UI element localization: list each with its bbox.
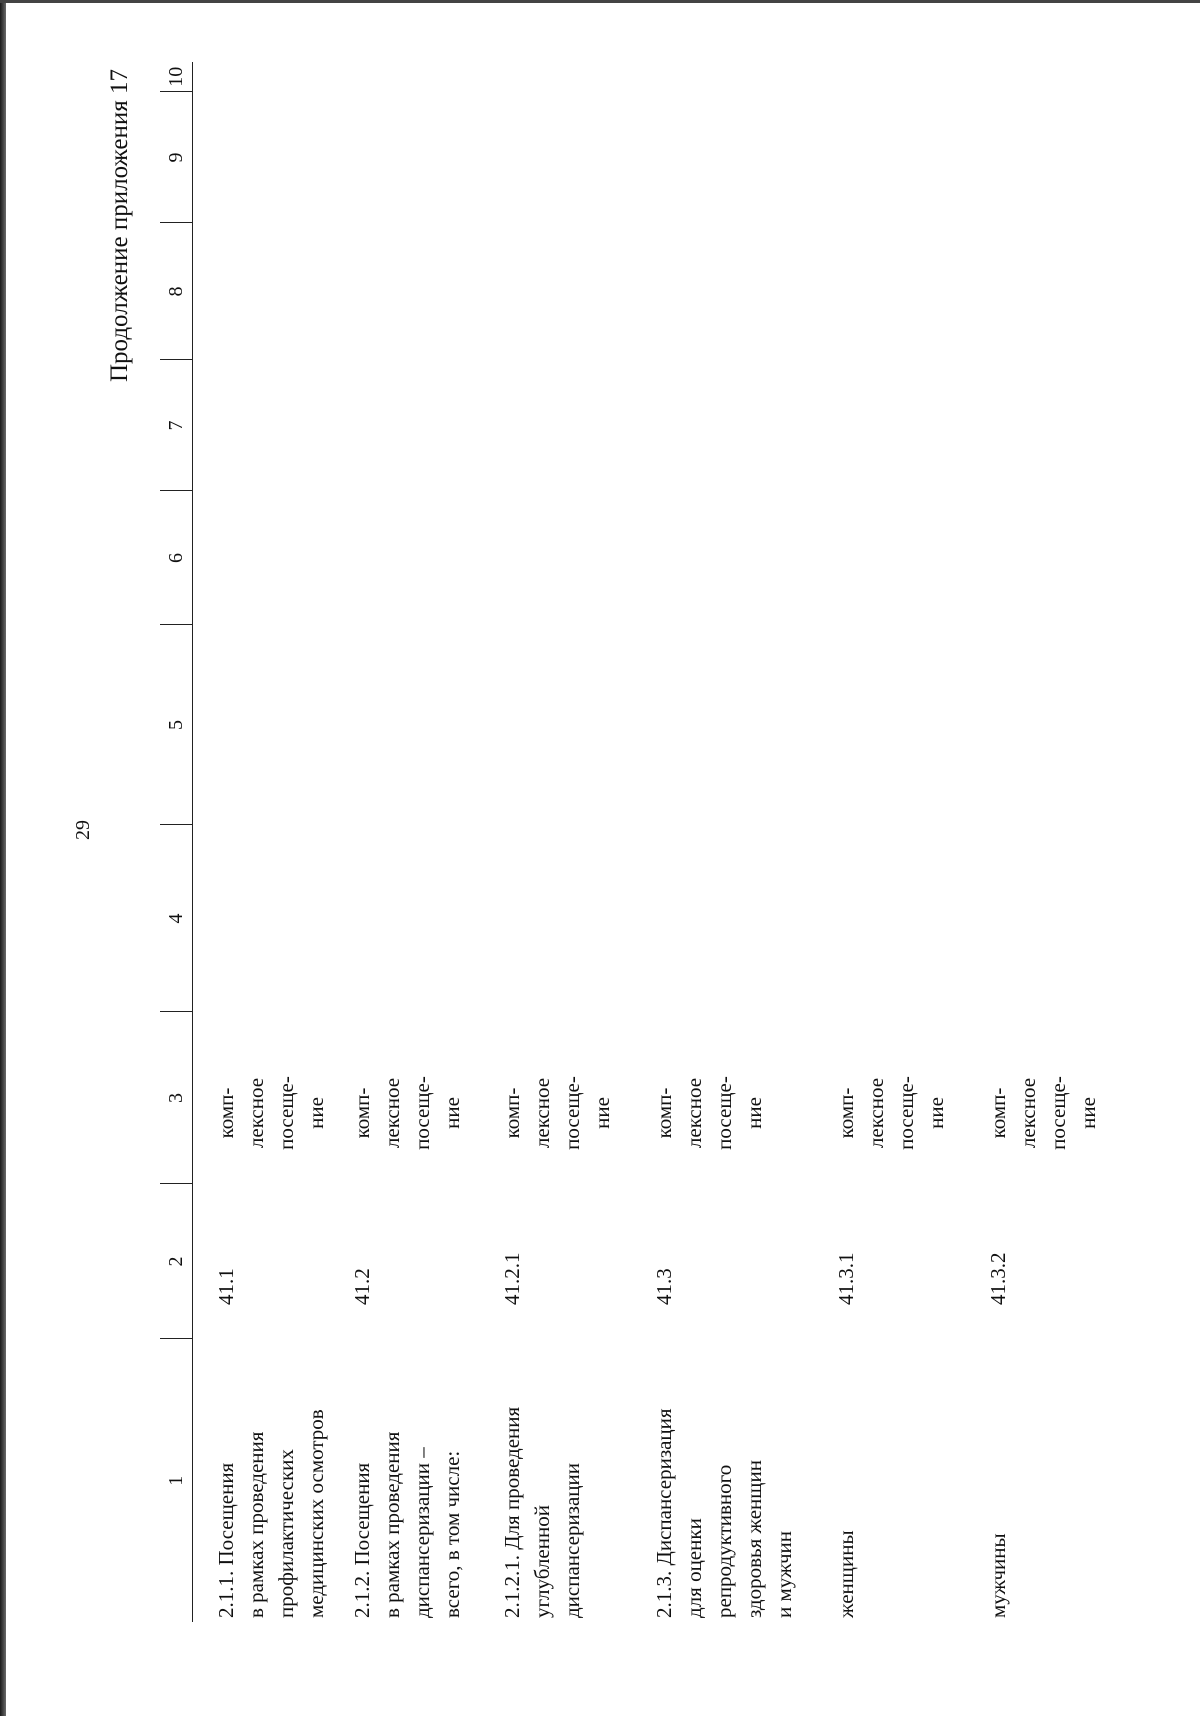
header-cell-9: 9: [160, 92, 193, 223]
row-name-line: 2.1.1. Посещения: [214, 1462, 238, 1618]
empty-cell: [649, 92, 831, 223]
rotated-table-container: [160, 62, 1100, 1622]
empty-cell: [983, 223, 1103, 360]
empty-cell: [649, 223, 831, 360]
row-code-cell: 41.3: [652, 1268, 676, 1305]
empty-cell: [983, 92, 1103, 223]
header-row: [160, 62, 193, 1622]
empty-cell: [983, 360, 1103, 491]
row-unit-line: лексное: [244, 1077, 268, 1149]
page-number: 29: [72, 820, 94, 840]
header-cell-1: 1: [160, 1339, 193, 1622]
row-unit-line: ние: [924, 1097, 948, 1129]
row-code-cell: 41.1: [214, 1268, 238, 1305]
row-unit-line: ние: [1076, 1097, 1100, 1129]
row-unit-cell: [347, 1012, 497, 1184]
empty-cell: [983, 62, 1103, 92]
row-code-cell: 41.2: [350, 1268, 374, 1305]
header-cell-2: 2: [160, 1184, 193, 1339]
row-unit-cell: [983, 1012, 1103, 1184]
row-code-cell: 41.3.2: [986, 1252, 1010, 1305]
row-name-cell: [497, 1339, 649, 1622]
empty-cell: [831, 825, 983, 1012]
empty-cell: [983, 825, 1103, 1012]
row-name-cell: [347, 1339, 497, 1622]
table-header: [160, 62, 193, 1622]
table-row: [831, 62, 983, 1622]
row-name-line: женщины: [834, 1530, 858, 1618]
row-unit-line: комп-: [834, 1087, 858, 1139]
row-name-line: 2.1.3. Диспансеризация: [652, 1408, 676, 1618]
row-name-line: для оценки: [682, 1518, 706, 1618]
row-name-line: медицинских осмотров: [304, 1409, 328, 1618]
empty-cell: [347, 360, 497, 491]
empty-cell: [649, 62, 831, 92]
empty-cell: [649, 491, 831, 625]
empty-cell: [497, 825, 649, 1012]
empty-cell: [831, 223, 983, 360]
row-unit-line: комп-: [652, 1087, 676, 1139]
table-body: [193, 62, 1104, 1622]
row-name-cell: [831, 1339, 983, 1622]
empty-cell: [831, 92, 983, 223]
empty-cell: [193, 625, 348, 825]
row-name-cell: [193, 1339, 348, 1622]
row-unit-line: комп-: [500, 1087, 524, 1139]
empty-cell: [347, 92, 497, 223]
row-unit-line: комп-: [350, 1087, 374, 1139]
empty-cell: [831, 491, 983, 625]
scan-edge-left: [0, 0, 6, 1716]
empty-cell: [193, 825, 348, 1012]
row-name-line: углубленной: [530, 1505, 554, 1618]
row-name-line: репродуктивного: [712, 1464, 736, 1618]
row-unit-line: лексное: [682, 1077, 706, 1149]
empty-cell: [193, 223, 348, 360]
table-row: [649, 62, 831, 1622]
row-name-line: и мужчин: [772, 1530, 796, 1618]
empty-cell: [497, 625, 649, 825]
empty-cell: [347, 625, 497, 825]
scan-edge-top: [0, 0, 1200, 3]
row-unit-line: ние: [742, 1097, 766, 1129]
table-row: [193, 62, 348, 1622]
empty-cell: [649, 360, 831, 491]
header-cell-3: 3: [160, 1012, 193, 1184]
empty-cell: [497, 92, 649, 223]
empty-cell: [649, 625, 831, 825]
table-row: [497, 62, 649, 1622]
row-unit-line: ние: [440, 1097, 464, 1129]
row-unit-line: посеще-: [410, 1076, 434, 1150]
empty-cell: [649, 825, 831, 1012]
header-cell-6: 6: [160, 491, 193, 625]
row-unit-line: лексное: [530, 1077, 554, 1149]
header-cell-8: 8: [160, 223, 193, 360]
row-unit-line: посеще-: [712, 1076, 736, 1150]
header-cell-7: 7: [160, 360, 193, 491]
row-unit-line: лексное: [864, 1077, 888, 1149]
row-unit-cell: [831, 1012, 983, 1184]
row-unit-cell: [649, 1012, 831, 1184]
row-name-line: здоровья женщин: [742, 1460, 766, 1618]
row-name-line: мужчины: [986, 1533, 1010, 1618]
row-name-cell: [983, 1339, 1103, 1622]
header-cell-10: 10: [160, 62, 193, 92]
row-name-line: профилактических: [274, 1449, 298, 1618]
empty-cell: [831, 360, 983, 491]
row-name-line: в рамках проведения: [244, 1431, 268, 1618]
row-unit-line: лексное: [1016, 1077, 1040, 1149]
empty-cell: [983, 491, 1103, 625]
continuation-title: Продолжение приложения 17: [106, 68, 133, 382]
row-unit-cell: [497, 1012, 649, 1184]
empty-cell: [347, 62, 497, 92]
empty-cell: [347, 491, 497, 625]
row-unit-line: посеще-: [274, 1076, 298, 1150]
row-unit-line: ние: [590, 1097, 614, 1129]
empty-cell: [193, 62, 348, 92]
row-name-line: в рамках проведения: [380, 1431, 404, 1618]
data-table: [160, 62, 1103, 1622]
row-unit-line: комп-: [214, 1087, 238, 1139]
row-name-line: всего, в том числе:: [440, 1450, 464, 1618]
empty-cell: [193, 360, 348, 491]
table-row: [347, 62, 497, 1622]
empty-cell: [831, 625, 983, 825]
row-name-line: диспансеризации: [560, 1462, 584, 1618]
empty-cell: [497, 491, 649, 625]
row-code-cell: 41.2.1: [500, 1252, 524, 1305]
empty-cell: [347, 825, 497, 1012]
row-name-cell: [649, 1339, 831, 1622]
row-unit-line: посеще-: [560, 1076, 584, 1150]
row-unit-cell: [193, 1012, 348, 1184]
row-name-line: 2.1.2. Посещения: [350, 1462, 374, 1618]
row-name-line: диспансеризации –: [410, 1447, 434, 1618]
row-code-cell: 41.3.1: [834, 1252, 858, 1305]
header-cell-4: 4: [160, 825, 193, 1012]
header-cell-5: 5: [160, 625, 193, 825]
empty-cell: [347, 223, 497, 360]
empty-cell: [193, 491, 348, 625]
empty-cell: [831, 62, 983, 92]
row-unit-line: комп-: [986, 1087, 1010, 1139]
empty-cell: [497, 62, 649, 92]
row-unit-line: посеще-: [1046, 1076, 1070, 1150]
row-name-line: 2.1.2.1. Для проведения: [500, 1406, 524, 1618]
empty-cell: [193, 92, 348, 223]
empty-cell: [497, 223, 649, 360]
row-unit-line: ние: [304, 1097, 328, 1129]
empty-cell: [497, 360, 649, 491]
row-unit-line: лексное: [380, 1077, 404, 1149]
table-row: [983, 62, 1103, 1622]
empty-cell: [983, 625, 1103, 825]
row-unit-line: посеще-: [894, 1076, 918, 1150]
